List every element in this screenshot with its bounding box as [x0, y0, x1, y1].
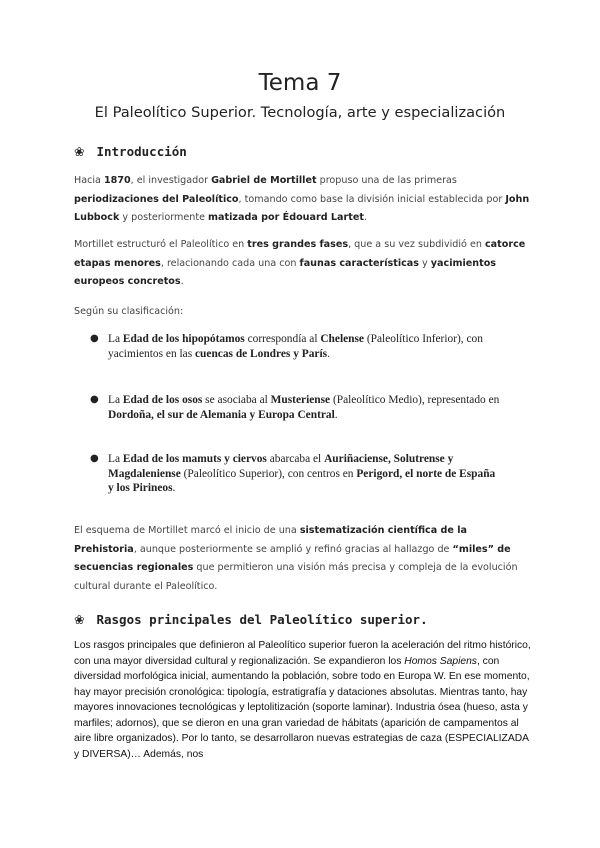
- text: .: [363, 212, 367, 223]
- text: Mortillet estructuró el Paleolítico en: [74, 239, 248, 250]
- bold-text: John Lubbock: [74, 193, 530, 223]
- bold-text: Dordoña, el sur de Alemania y Europa Central: [108, 408, 335, 421]
- text: (Paleolítico Superior), con centros en: [180, 467, 357, 480]
- text: , que a su vez subdividió en: [348, 239, 485, 250]
- paragraph-intro-2: [74, 236, 530, 292]
- bold-text: tres grandes fases: [247, 239, 349, 250]
- section-heading-text: Rasgos principales del Paleolítico superior.: [96, 612, 428, 627]
- bold-text: faunas características: [299, 257, 419, 269]
- bold-text: Edad de los hipopótamos: [122, 333, 245, 345]
- bold-text: yacimientos europeos concretos: [74, 257, 496, 287]
- list-item: [90, 393, 500, 422]
- bullet-icon: ●: [90, 333, 99, 344]
- bold-text: Edad de los mamuts y ciervos: [122, 453, 267, 465]
- text: La: [108, 333, 123, 345]
- section-heading-rasgos: [74, 612, 428, 627]
- section-heading-text: Introducción: [96, 144, 187, 159]
- text: y posteriormente: [119, 212, 209, 223]
- section-heading-introduccion: [74, 144, 187, 159]
- bold-text: sistematización científica de la Prehistoria: [74, 525, 468, 555]
- text: (Paleolítico Medio), representado en: [330, 394, 500, 406]
- bold-text: catorce etapas menores: [74, 239, 526, 269]
- bold-text: periodizaciones del Paleolítico: [74, 193, 239, 205]
- bold-text: Gabriel de Mortillet: [211, 175, 317, 186]
- paragraph-intro-1: [74, 172, 530, 228]
- bold-text: Musteriense: [270, 394, 331, 406]
- flower-icon: ❀: [74, 144, 85, 159]
- text: abarcaba el: [266, 453, 325, 465]
- bold-text: “miles” de secuencias regionales: [74, 543, 511, 573]
- page-subtitle: El Paleolítico Superior. Tecnología, arte y especialización: [94, 104, 506, 121]
- text: , con diversidad morfológica inicial, aumentando la población, sobre todo en Europa W. En ese momento, hay mayor precisión cronológica: tipología, estratigrafía y dataciones absolutas. Mientras tanto, hay mayores innovaciones tecnológicas y leptolitización (soporte laminar). Industria ósea (hueso, asta y marfiles; adornos), que se dieron en una gran variedad de hábitats (aparición de campamentos al aire libre organizados). Por lo tanto, se desarrollaron nuevas estrategias de caza (ESPECIALIZADA y DIVERSA)… Además, nos: [74, 655, 530, 760]
- text: se asociaba al: [202, 394, 271, 406]
- italic-text: Homos Sapiens: [404, 655, 477, 667]
- text: , el investigador: [130, 175, 212, 186]
- page-title: Tema 7: [258, 70, 342, 96]
- bullet-icon: ●: [90, 394, 99, 405]
- text: , tomando como base la división inicial establecida por: [238, 193, 506, 205]
- text: .: [172, 482, 176, 495]
- text: El esquema de Mortillet marcó el inicio de una: [74, 525, 300, 536]
- text: Los rasgos principales que definieron al Paleolítico superior fueron la aceleración del ritmo histórico, con una mayor diversidad cultural y regionalización. Se expandieron los: [74, 640, 531, 667]
- text: que permitieron una visión más precisa y compleja de la evolución cultural durante el Paleolítico.: [74, 562, 518, 592]
- paragraph-intro-3: Según su clasificación:: [74, 306, 184, 317]
- text: .: [327, 347, 330, 360]
- bold-text: Chelense: [320, 333, 364, 345]
- paragraph-intro-4: [74, 522, 530, 596]
- bold-text: Perigord, el norte de España y los Pirineos: [108, 467, 496, 495]
- flower-icon: ❀: [74, 612, 85, 627]
- text: propuso una de las primeras: [316, 175, 457, 186]
- text: correspondía al: [244, 333, 321, 345]
- text: , aunque posteriormente se amplió y refinó gracias al hallazgo de: [133, 543, 453, 555]
- bullet-icon: ●: [90, 453, 99, 464]
- list-item: [90, 332, 500, 361]
- text: .: [334, 408, 338, 421]
- bold-text: Auriñaciense, Solutrense y Magdaleniense: [108, 453, 454, 480]
- text: Hacia: [74, 175, 104, 186]
- list-item: [90, 452, 500, 496]
- bold-text: Edad de los osos: [122, 394, 203, 406]
- text: , relacionando cada una con: [160, 257, 300, 269]
- text: La: [108, 394, 123, 406]
- text: (Paleolítico Inferior), con yacimientos en las: [108, 333, 483, 360]
- text: La: [108, 453, 123, 465]
- text: .: [180, 276, 184, 287]
- bold-text: 1870: [103, 175, 131, 186]
- paragraph-rasgos-1: [74, 638, 534, 762]
- bold-text: matizada por Édouard Lartet: [208, 212, 364, 223]
- bold-text: cuencas de Londres y París: [195, 347, 328, 360]
- text: y: [419, 257, 431, 269]
